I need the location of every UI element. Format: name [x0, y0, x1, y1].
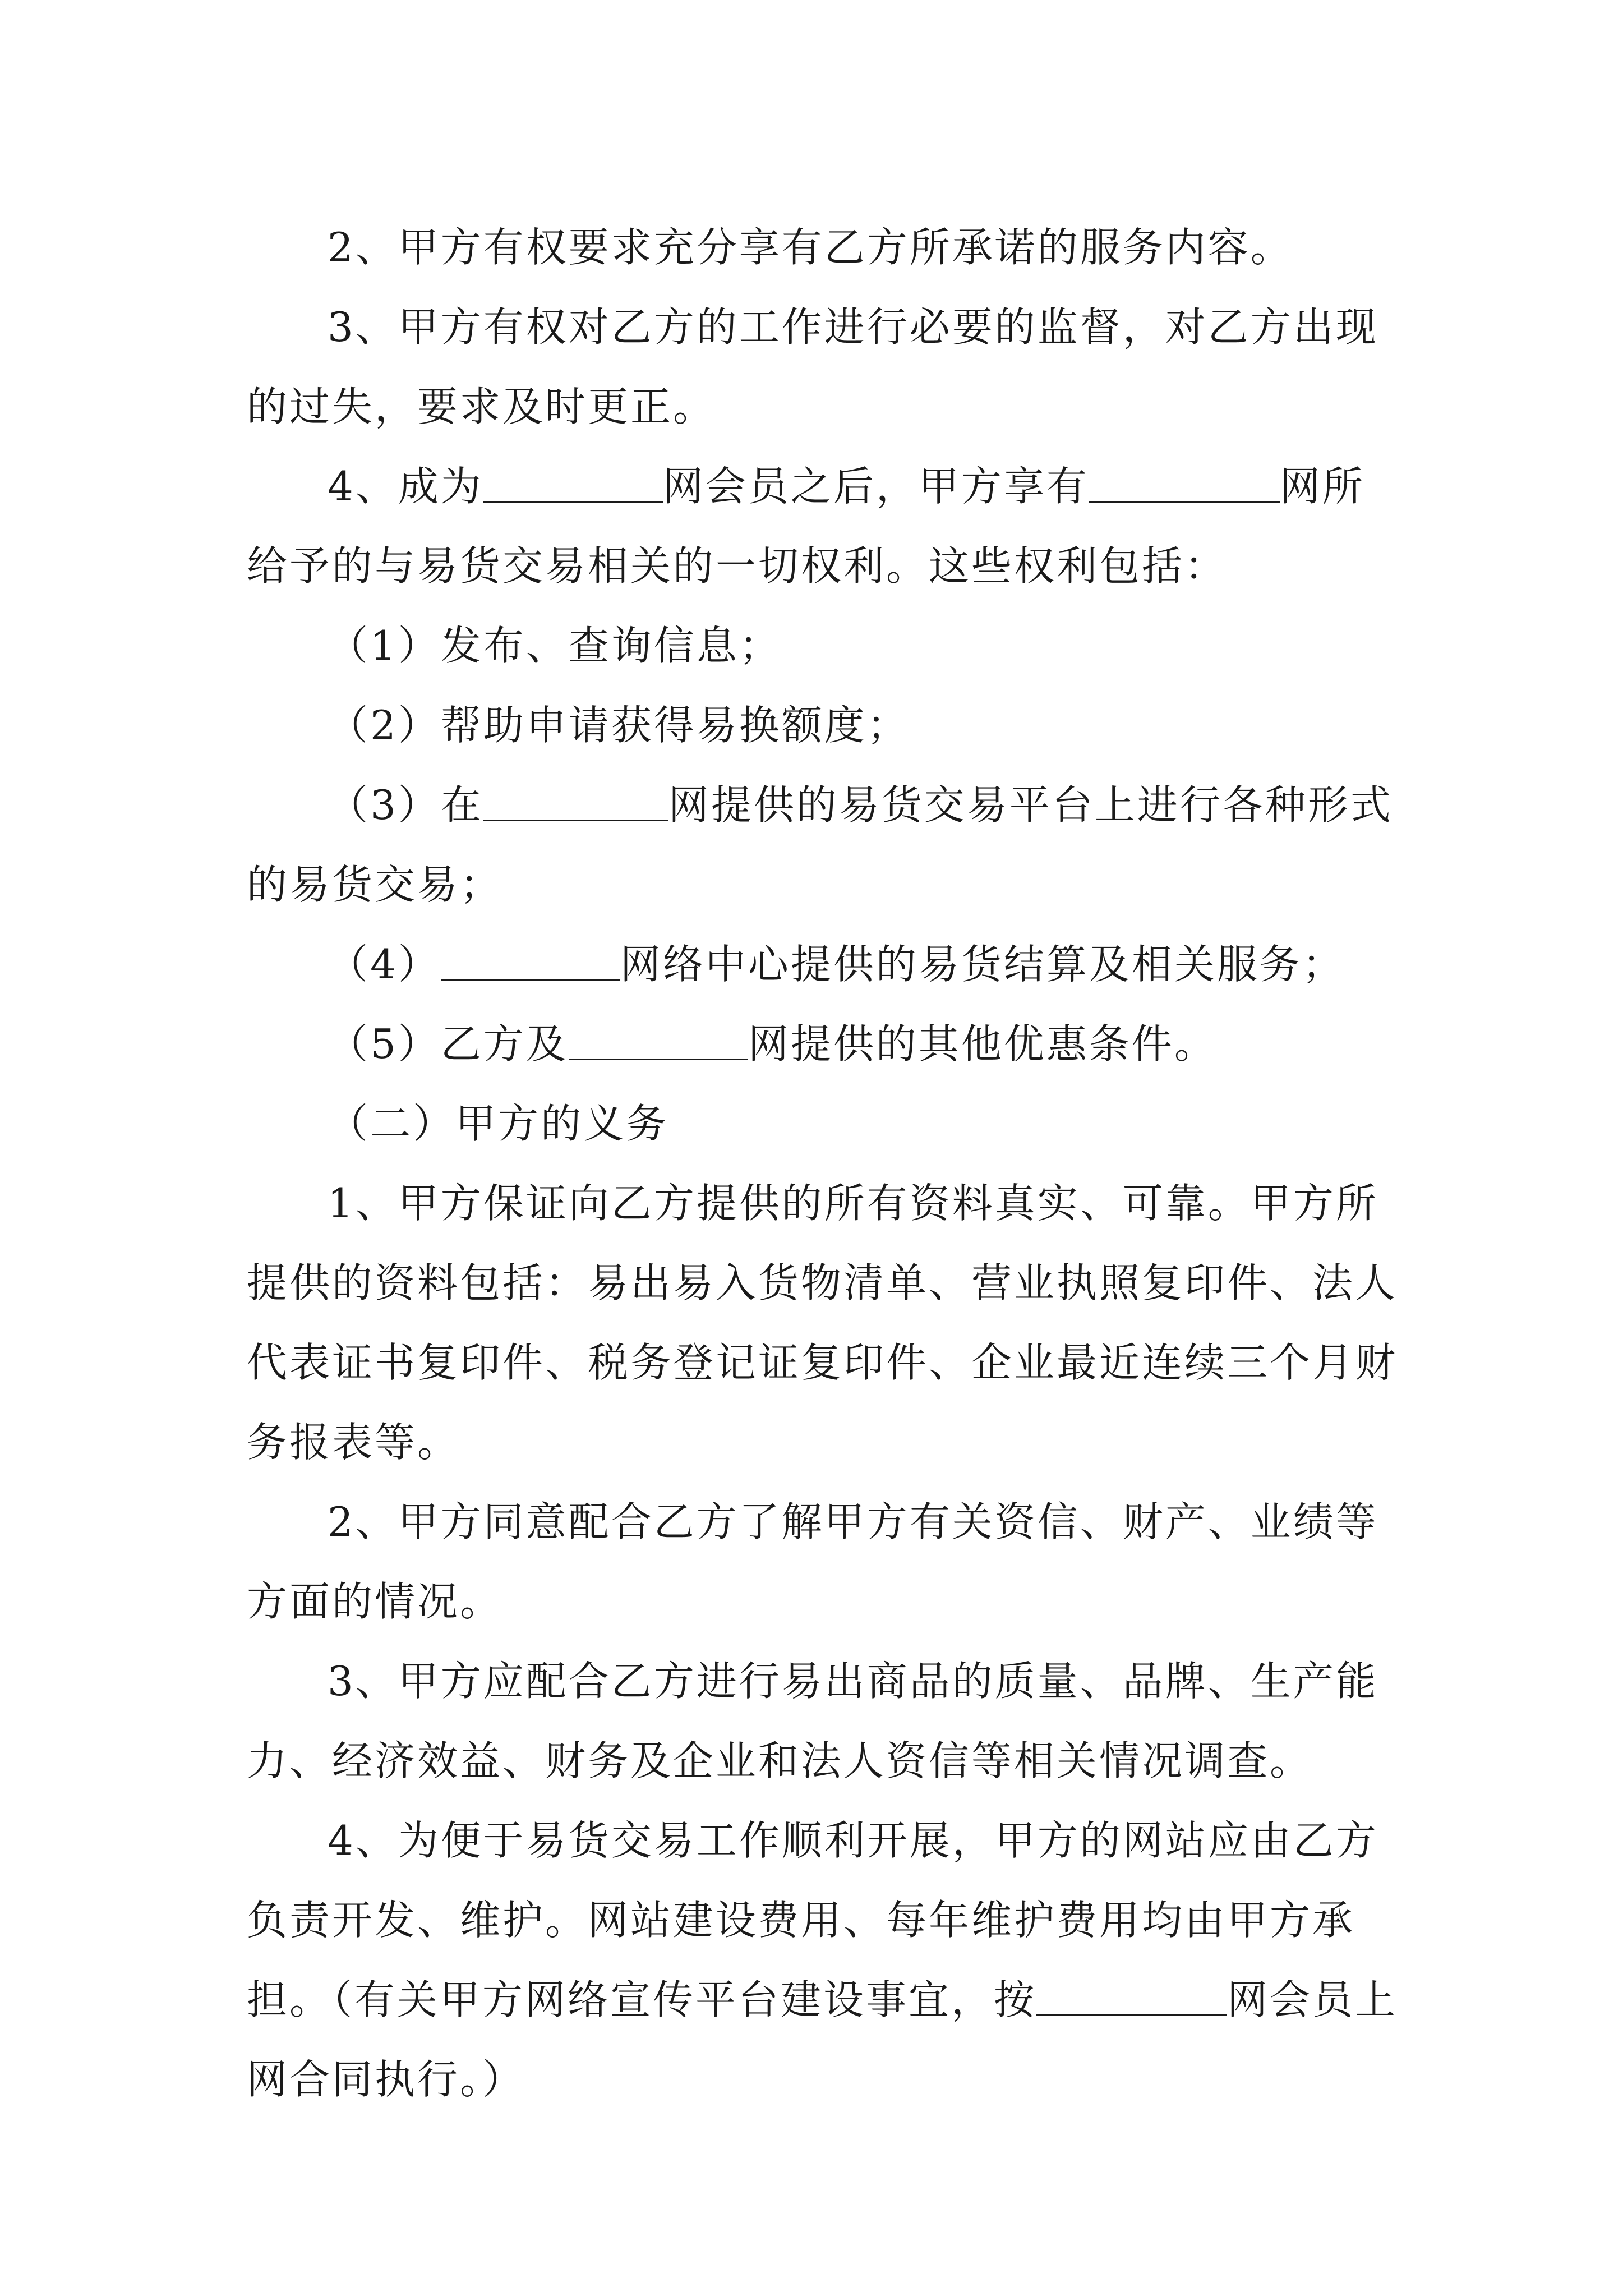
paragraph-text: 1、甲方保证向乙方提供的所有资料真实、可靠。甲方所提供的资料包括：易出易入货物清单、营业执照复印件、法人代表证书复印件、税务登记证复印件、企业最近连续三个月财务报表等。: [247, 1180, 1398, 1466]
fill-in-blank[interactable]: [441, 942, 620, 981]
fill-in-blank[interactable]: [569, 1022, 748, 1060]
paragraph-text: 4、成为: [328, 463, 483, 510]
paragraph-text: 网会员之后，甲方享有: [662, 463, 1089, 510]
fill-in-blank[interactable]: [483, 464, 663, 503]
paragraph-text: 4、为便于易货交易工作顺利开展，甲方的网站应由乙方负责开发、维护。网站建设费用、每年维护费用均由甲方承担。（有关甲方网络宣传平台建设事宜，按: [247, 1817, 1378, 2023]
list-item-5: [247, 1004, 1402, 1084]
list-item-text: 网络中心提供的易货结算及相关服务；: [620, 941, 1345, 988]
paragraph-right-2: [247, 208, 1402, 287]
paragraph-text: 3、甲方应配合乙方进行易出商品的质量、品牌、生产能力、经济效益、财务及企业和法人资信等相关情况调查。: [247, 1658, 1378, 1784]
fill-in-blank[interactable]: [1089, 464, 1280, 503]
paragraph-obligation-1: [247, 1163, 1402, 1482]
section-heading-text: （二）甲方的义务: [328, 1100, 669, 1147]
paragraph-right-4: [247, 447, 1402, 606]
list-item-text: （1）发布、查询信息；: [328, 622, 782, 669]
paragraph-obligation-4: [247, 1801, 1402, 2119]
list-item-1: [247, 606, 1402, 685]
fill-in-blank[interactable]: [483, 783, 668, 821]
document-body: [247, 208, 1402, 2119]
paragraph-obligation-3: [247, 1641, 1402, 1801]
section-heading-obligations: [247, 1084, 1402, 1163]
paragraph-text: 网所给予的与易货交易相关的一切权利。这些权利包括：: [247, 463, 1365, 590]
paragraph-right-3: [247, 287, 1402, 447]
list-item-text: 网提供的易货交易平台上进行各种形式的易货交易；: [247, 781, 1393, 908]
list-item-text: （5）乙方及: [328, 1020, 569, 1068]
paragraph-text: 3、甲方有权对乙方的工作进行必要的监督，对乙方出现的过失，要求及时更正。: [247, 303, 1378, 430]
paragraph-text: 2、甲方同意配合乙方了解甲方有关资信、财产、业绩等方面的情况。: [247, 1498, 1378, 1625]
list-item-3: [247, 765, 1402, 924]
list-item-text: 网提供的其他优惠条件。: [748, 1020, 1217, 1068]
paragraph-obligation-2: [247, 1482, 1402, 1641]
list-item-text: （2）帮助申请获得易换额度；: [328, 702, 910, 749]
fill-in-blank[interactable]: [1036, 1978, 1227, 2016]
paragraph-text: 2、甲方有权要求充分享有乙方所承诺的服务内容。: [328, 224, 1293, 271]
list-item-text: （3）在: [328, 781, 483, 829]
paragraph-text: 网会员上网合同执行。）: [247, 1976, 1398, 2103]
list-item-text: （4）: [328, 941, 441, 988]
list-item-2: [247, 685, 1402, 765]
list-item-4: [247, 924, 1402, 1004]
